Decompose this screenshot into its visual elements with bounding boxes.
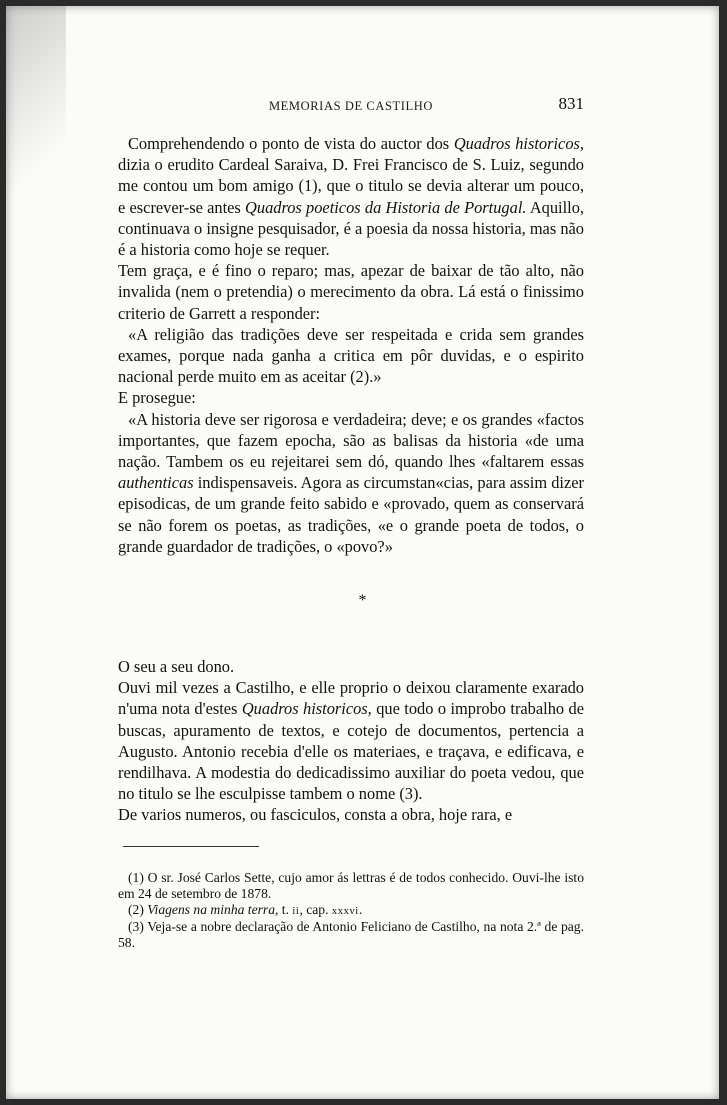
text-run: «A historia deve ser rigorosa e verdadeira; deve; e os grandes «factos importantes, que fazem epocha, são as balisas da historia «de uma nação. Tambem os eu rejeitarei sem dó, quando lhes «faltarem essas <box>118 409 584 472</box>
paragraph-cardeal-saraiva <box>118 133 584 260</box>
small-caps-volume: ii <box>292 905 300 917</box>
italic-viagens: Viagens na minha terra, <box>147 901 279 917</box>
text-run: (2) <box>128 901 148 917</box>
italic-title-quadros-poeticos: Quadros poeticos da Historia de Portugal. <box>245 197 527 217</box>
text-run: t. <box>278 901 293 917</box>
book-page <box>6 6 719 1099</box>
text-run: , cap. <box>299 901 332 917</box>
footnotes <box>118 870 584 951</box>
text-run: Aquillo, continuava o insigne pesquisador, é a poesia da nossa historia, mas não é a historia como hoje se requer. <box>118 197 584 260</box>
paragraph-fasciculos: De varios numeros, ou fasciculos, consta a obra, hoje rara, e <box>118 805 513 825</box>
text-run: que todo o improbo trabalho de buscas, apuramento de textos, e cotejo de documentos, pertencia a Augusto. Antonio recebia d'elle os materiaes, e traçava, e edificava, e rendilhava. A modestia do dedicadissimo auxiliar do poeta vedou, que no titulo se lhe esculpisse tambem o nome (3). <box>118 699 584 804</box>
paragraph-augusto <box>118 677 584 804</box>
text-run: dizia o erudito Cardeal Saraiva, D. Frei Francisco de S. Luiz, segundo me contou um bom amigo (1), que o titulo se devia alterar um pouco, e escrever-se antes <box>118 155 584 217</box>
text-run: Comprehendendo o ponto de vista do auctor dos <box>128 134 454 153</box>
text-run: Ouvi mil vezes a Castilho, e elle proprio o deixou claramente exarado n'uma nota d'estes <box>118 678 584 719</box>
footnote-1: (1) O sr. José Carlos Sette, cujo amor ás lettras é de todos conhecido. Ouvi-lhe isto em 24 de setembro de 1878. <box>118 870 584 901</box>
page-header <box>118 94 584 120</box>
footnote-2 <box>118 902 584 920</box>
running-title: MEMORIAS DE CASTILHO <box>268 99 434 113</box>
paragraph-prosegue: E prosegue: <box>118 388 196 408</box>
text-run: indispensaveis. Agora as circumstan«cias, para assim dizer episodicas, de um grande feito sabido e «provado, quem as conservará se não forem os poetas, as tradições, «e o grande poeta de todos, o grande guardador de tradições, o «povo?» <box>118 473 584 556</box>
italic-title-quadros: Quadros historicos, <box>453 134 584 153</box>
page-number: 831 <box>558 94 584 113</box>
text-run: . <box>358 901 363 917</box>
small-caps-chapter: xxxvi <box>331 905 359 917</box>
italic-authenticas: authenticas <box>118 473 194 493</box>
page-edge-shading <box>6 6 66 226</box>
footnote-3: (3) Veja-se a nobre declaração de Antonio Feliciano de Castilho, na nota 2.ª de pag. 58. <box>118 919 584 951</box>
italic-title-quadros: Quadros historicos, <box>241 699 372 719</box>
quote-garrett-2 <box>118 409 584 557</box>
paragraph-seu-dono: O seu a seu dono. <box>118 657 235 676</box>
section-asterism: * <box>358 592 367 609</box>
footnote-divider <box>123 846 259 847</box>
quote-garrett-1: «A religião das tradições deve ser respeitada e crida sem grandes exames, porque nada ganha a critica em pôr duvidas, e o espirito nacional perde muito em as aceitar (2).» <box>118 324 584 387</box>
paragraph-reparo: Tem graça, e é fino o reparo; mas, apezar de baixar de tão alto, não invalida (nem o pretendia) o merecimento da obra. Lá está o finissimo criterio de Garrett a responder: <box>118 261 584 323</box>
body-text-upper <box>118 133 584 557</box>
body-text-lower <box>118 656 584 826</box>
